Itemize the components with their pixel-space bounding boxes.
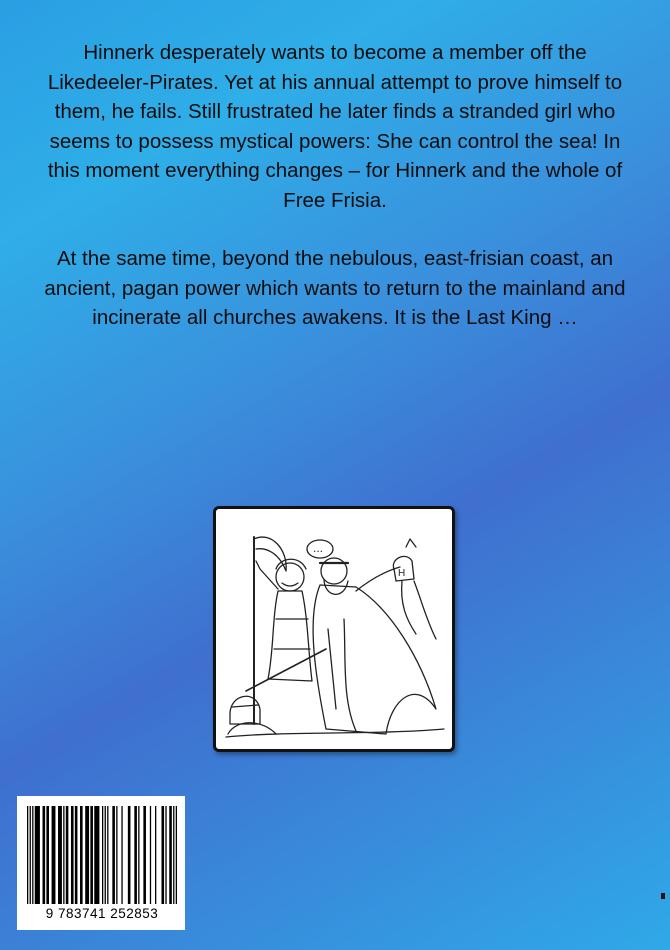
barcode-bar: [66, 806, 69, 904]
barcode-bar: [112, 806, 115, 904]
barcode-bar: [32, 806, 33, 904]
barcode-bar: [102, 806, 103, 904]
barcode-bar: [150, 806, 151, 904]
edge-mark: [661, 893, 665, 899]
barcode-bar: [116, 806, 117, 904]
blurb-paragraph-1: Hinnerk desperately wants to become a member off the Likedeeler-Pirates. Yet at his annual attempt to prove himself to them, he fails. Still frustrated he later finds a stranded girl who seems to possess mystical powers: She can control the sea! In this moment everything changes – for Hinnerk and the whole of Free Frisia.: [47, 41, 623, 212]
back-cover-blurb: [40, 38, 630, 362]
barcode-bar: [155, 806, 156, 904]
barcode-bar: [52, 806, 56, 904]
sketch-illustration: [213, 506, 455, 752]
barcode-bar: [27, 806, 28, 904]
barcode-bar: [134, 806, 137, 904]
barcode-bar: [169, 806, 172, 904]
barcode-bars: [27, 806, 177, 904]
barcode-bar: [128, 806, 131, 904]
barcode-bar: [94, 806, 99, 904]
barcode-bar: [85, 806, 89, 904]
barcode-bar: [143, 806, 146, 904]
barcode-bar: [80, 806, 83, 904]
barcode-digits: 9 783741 252853: [45, 906, 159, 921]
barcode-bar: [138, 806, 139, 904]
barcode-bar: [30, 806, 31, 904]
barcode-bar: [43, 806, 46, 904]
barcode-bar: [173, 806, 174, 904]
barcode-bar: [35, 806, 40, 904]
barcode-bar: [176, 806, 177, 904]
barcode-bar: [90, 806, 93, 904]
barcode-bar: [58, 806, 62, 904]
barcode-bar: [161, 806, 164, 904]
barcode-bar: [63, 806, 64, 904]
barcode-bar: [121, 806, 122, 904]
helmet-lettering: H: [398, 568, 406, 579]
isbn-barcode: [17, 796, 185, 930]
blurb-paragraph-2: At the same time, beyond the nebulous, east-frisian coast, an ancient, pagan power which wants to return to the mainland and incinerate all churches awakens. It is the Last King …: [44, 247, 626, 329]
speech-bubble-text: ...: [313, 541, 324, 555]
barcode-bar: [46, 806, 49, 904]
barcode-bar: [71, 806, 74, 904]
barcode-bar: [75, 806, 78, 904]
barcode-bar: [165, 806, 166, 904]
barcode-bar: [107, 806, 108, 904]
barcode-bar: [105, 806, 106, 904]
